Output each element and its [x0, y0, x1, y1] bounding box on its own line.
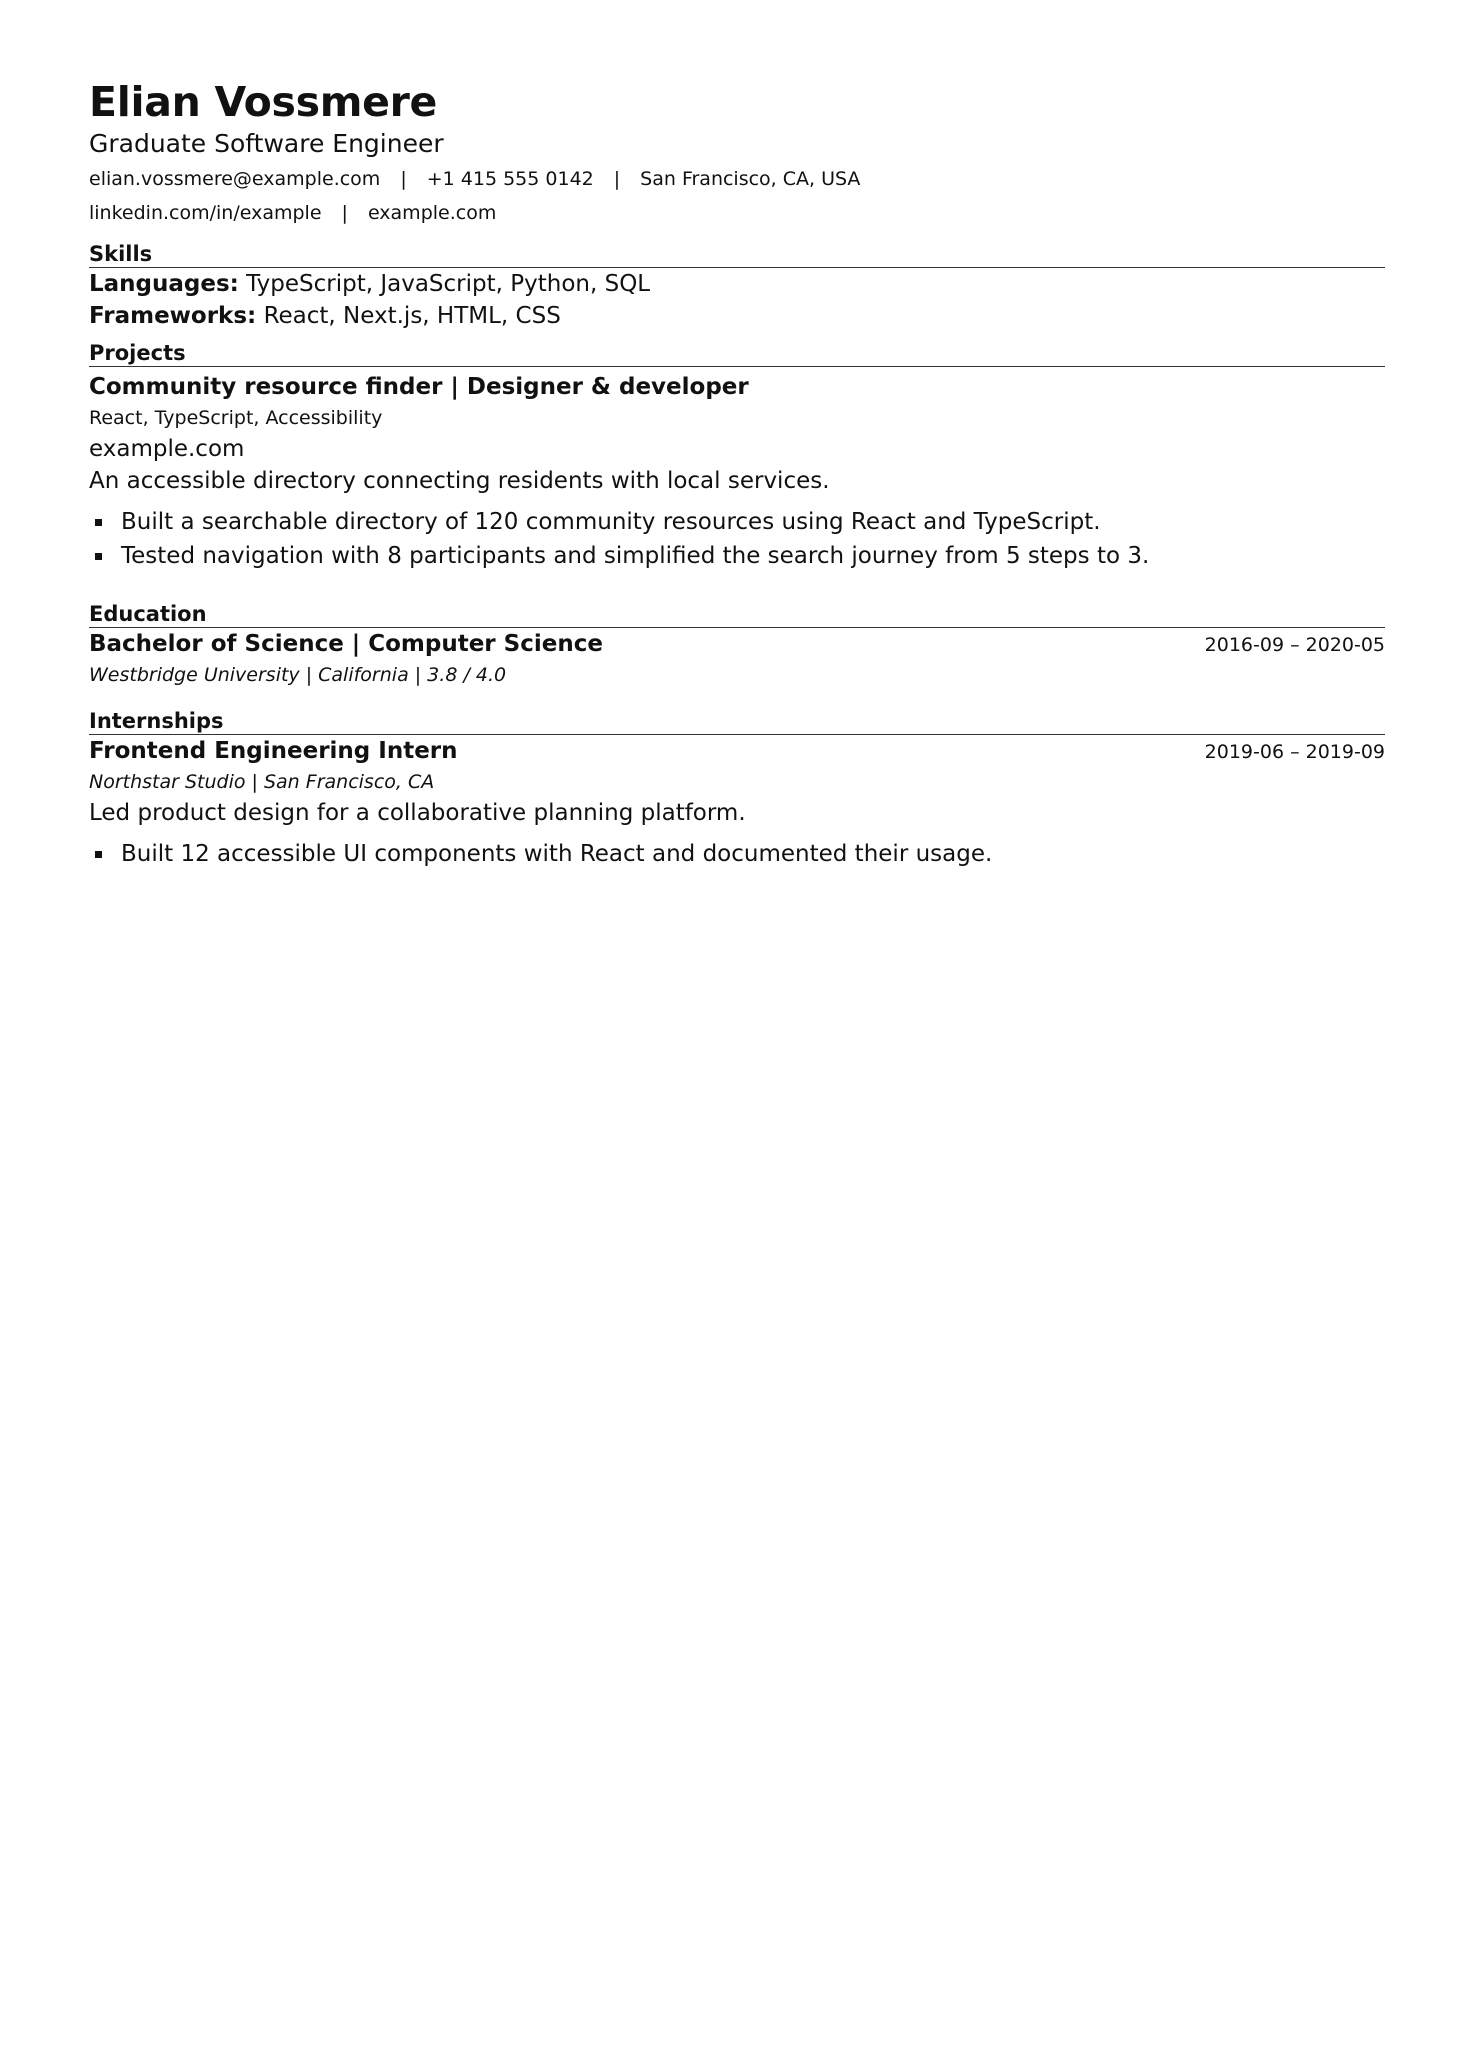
degree-title: Bachelor of Science | Computer Science	[89, 631, 603, 657]
contact-separator: |	[341, 202, 348, 224]
skill-value: TypeScript, JavaScript, Python, SQL	[246, 271, 651, 297]
email-link[interactable]: elian.vossmere@example.com	[89, 168, 381, 190]
education-entry	[89, 628, 1385, 690]
project-title: Community resource finder | Designer & developer	[89, 374, 749, 400]
skill-row-languages	[89, 268, 1385, 300]
contact-line-primary	[89, 166, 1385, 192]
project-bullets	[89, 505, 1385, 573]
phone-number[interactable]: +1 415 555 0142	[426, 168, 594, 190]
linkedin-link[interactable]: linkedin.com/in/example	[89, 202, 322, 224]
resume-page	[89, 78, 1385, 871]
skill-label: Frameworks:	[89, 303, 257, 329]
candidate-name: Elian Vossmere	[89, 78, 438, 126]
bullet-item	[89, 837, 1385, 871]
section-heading-internships: Internships	[89, 708, 1385, 735]
project-summary: An accessible directory connecting residents with local services.	[89, 468, 830, 494]
project-tags: React, TypeScript, Accessibility	[89, 407, 383, 429]
section-heading-education: Education	[89, 601, 1385, 628]
skill-label: Languages:	[89, 271, 239, 297]
skill-row-frameworks	[89, 300, 1385, 332]
skill-value: React, Next.js, HTML, CSS	[263, 303, 561, 329]
location: San Francisco, CA, USA	[640, 168, 861, 190]
bullet-text: Tested navigation with 8 participants and simplified the search journey from 5 steps to 3.	[121, 543, 1150, 569]
education-details: Westbridge University | California | 3.8 / 4.0	[89, 664, 507, 686]
bullet-square-icon	[95, 519, 102, 526]
internship-dates: 2019-06 – 2019-09	[1204, 741, 1385, 763]
project-entry	[89, 371, 1385, 573]
project-link[interactable]: example.com	[89, 436, 245, 462]
internship-title: Frontend Engineering Intern	[89, 738, 458, 764]
education-title-row	[89, 628, 1385, 660]
bullet-text: Built 12 accessible UI components with React and documented their usage.	[121, 841, 993, 867]
internship-details: Northstar Studio | San Francisco, CA	[89, 771, 435, 793]
section-heading-skills: Skills	[89, 241, 1385, 268]
bullet-item	[89, 539, 1385, 573]
bullet-square-icon	[95, 553, 102, 560]
section-heading-projects: Projects	[89, 340, 1385, 367]
contact-separator: |	[613, 168, 621, 190]
internship-summary: Led product design for a collaborative planning platform.	[89, 800, 746, 826]
bullet-square-icon	[95, 851, 102, 858]
bullet-text: Built a searchable directory of 120 community resources using React and TypeScript.	[121, 509, 1101, 535]
candidate-role: Graduate Software Engineer	[89, 129, 444, 158]
internship-entry	[89, 735, 1385, 871]
contact-line-secondary	[89, 200, 1385, 226]
website-link[interactable]: example.com	[367, 202, 497, 224]
internship-bullets	[89, 837, 1385, 871]
education-dates: 2016-09 – 2020-05	[1204, 634, 1385, 656]
contact-separator: |	[400, 168, 407, 190]
internship-title-row	[89, 735, 1385, 767]
bullet-item	[89, 505, 1385, 539]
